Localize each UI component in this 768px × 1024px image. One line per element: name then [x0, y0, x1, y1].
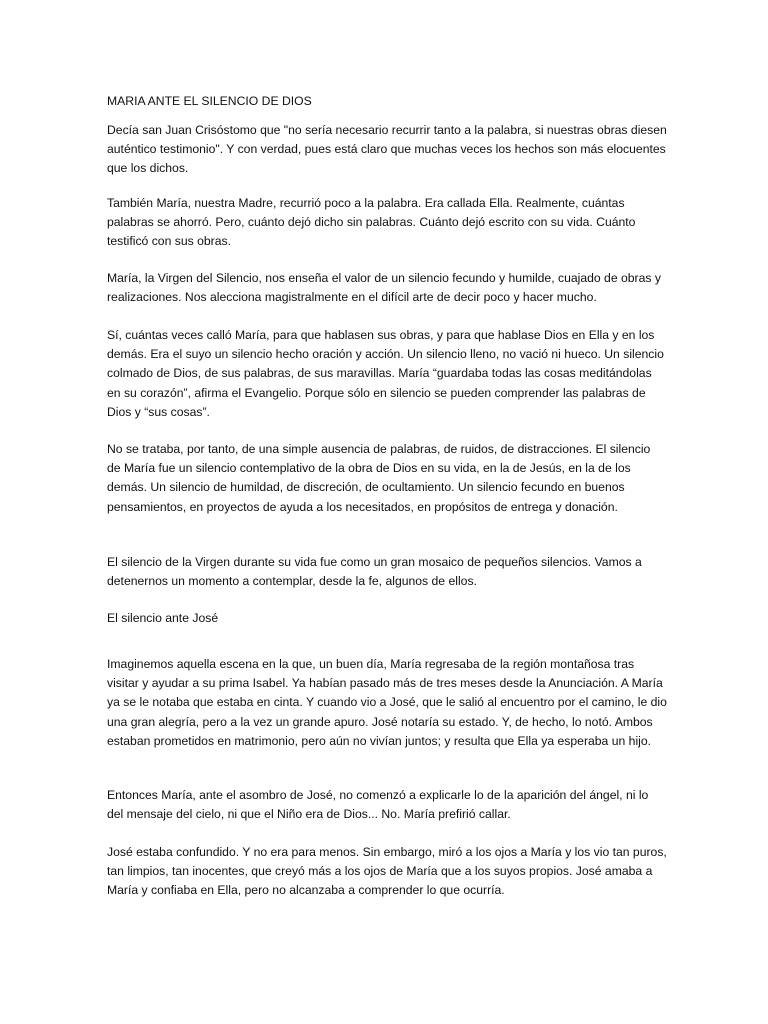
paragraph-4: Sí, cuántas veces calló María, para que hablasen sus obras, y para que hablase Dios en Ella y en los demás. Era el suyo un silencio hecho oración y acción. Un silencio lleno, no vació ni hueco. Un silencio colmado de Dios, de sus palabras, de sus maravillas. María “guardaba todas las cosas meditándolas en su corazón”, afirma el Evangelio. Porque sólo en silencio se pueden comprender las palabras de Dios y “sus cosas”. [107, 328, 664, 419]
paragraph-1: Decía san Juan Crisóstomo que "no sería necesario recurrir tanto a la palabra, si nuestras obras diesen auténtico testimonio". Y con verdad, pues está claro que muchas veces los hechos son más elocuentes que los dichos. [107, 123, 667, 176]
section-subheading: El silencio ante José [107, 611, 219, 625]
paragraph-5: No se trataba, por tanto, de una simple ausencia de palabras, de ruidos, de distracciones. El silencio de María fue un silencio contemplativo de la obra de Dios en su vida, en la de Jesús, en la de los demás. Un silencio de humildad, de discreción, de ocultamiento. Un silencio fecundo en buenos pensamientos, en proyectos de ayuda a los necesitados, en propósitos de entrega y donación. [107, 442, 651, 514]
paragraph-2: También María, nuestra Madre, recurrió poco a la palabra. Era callada Ella. Realmente, cuántas palabras se ahorró. Pero, cuánto dejó dicho sin palabras. Cuánto dejó escrito con su vida. Cuánto testificó con sus obras. [107, 196, 636, 249]
paragraph-8: Entonces María, ante el asombro de José, no comenzó a explicarle lo de la aparición del ángel, ni lo del mensaje del cielo, ni que el Niño era de Dios... No. María prefirió callar. [107, 788, 649, 822]
paragraph-6: El silencio de la Virgen durante su vida fue como un gran mosaico de pequeños silencios. Vamos a detenernos un momento a contemplar, desde la fe, algunos de ellos. [107, 555, 642, 589]
paragraph-7: Imaginemos aquella escena en la que, un buen día, María regresaba de la región montañosa tras visitar y ayudar a su prima Isabel. Ya habían pasado más de tres meses desde la Anunciación. A María ya se le notaba que estaba en cinta. Y cuando vio a José, que le salió al encuentro por el camino, le dio una gran alegría, pero a la vez un grande apuro. José notaría su estado. Y, de hecho, lo notó. Ambos estaban prometidos en matrimonio, pero aún no vivían juntos; y resulta que Ella ya esperaba un hijo. [107, 657, 667, 748]
paragraph-3: María, la Virgen del Silencio, nos enseña el valor de un silencio fecundo y humilde, cuajado de obras y realizaciones. Nos alecciona magistralmente en el difícil arte de decir poco y hacer mucho. [107, 271, 661, 305]
document-title: MARIA ANTE EL SILENCIO DE DIOS [107, 94, 312, 108]
paragraph-9: José estaba confundido. Y no era para menos. Sin embargo, miró a los ojos a María y los vio tan puros, tan limpios, tan inocentes, que creyó más a los ojos de María que a los suyos propios. José amaba a María y confiaba en Ella, pero no alcanzaba a comprender lo que ocurría. [107, 845, 667, 898]
